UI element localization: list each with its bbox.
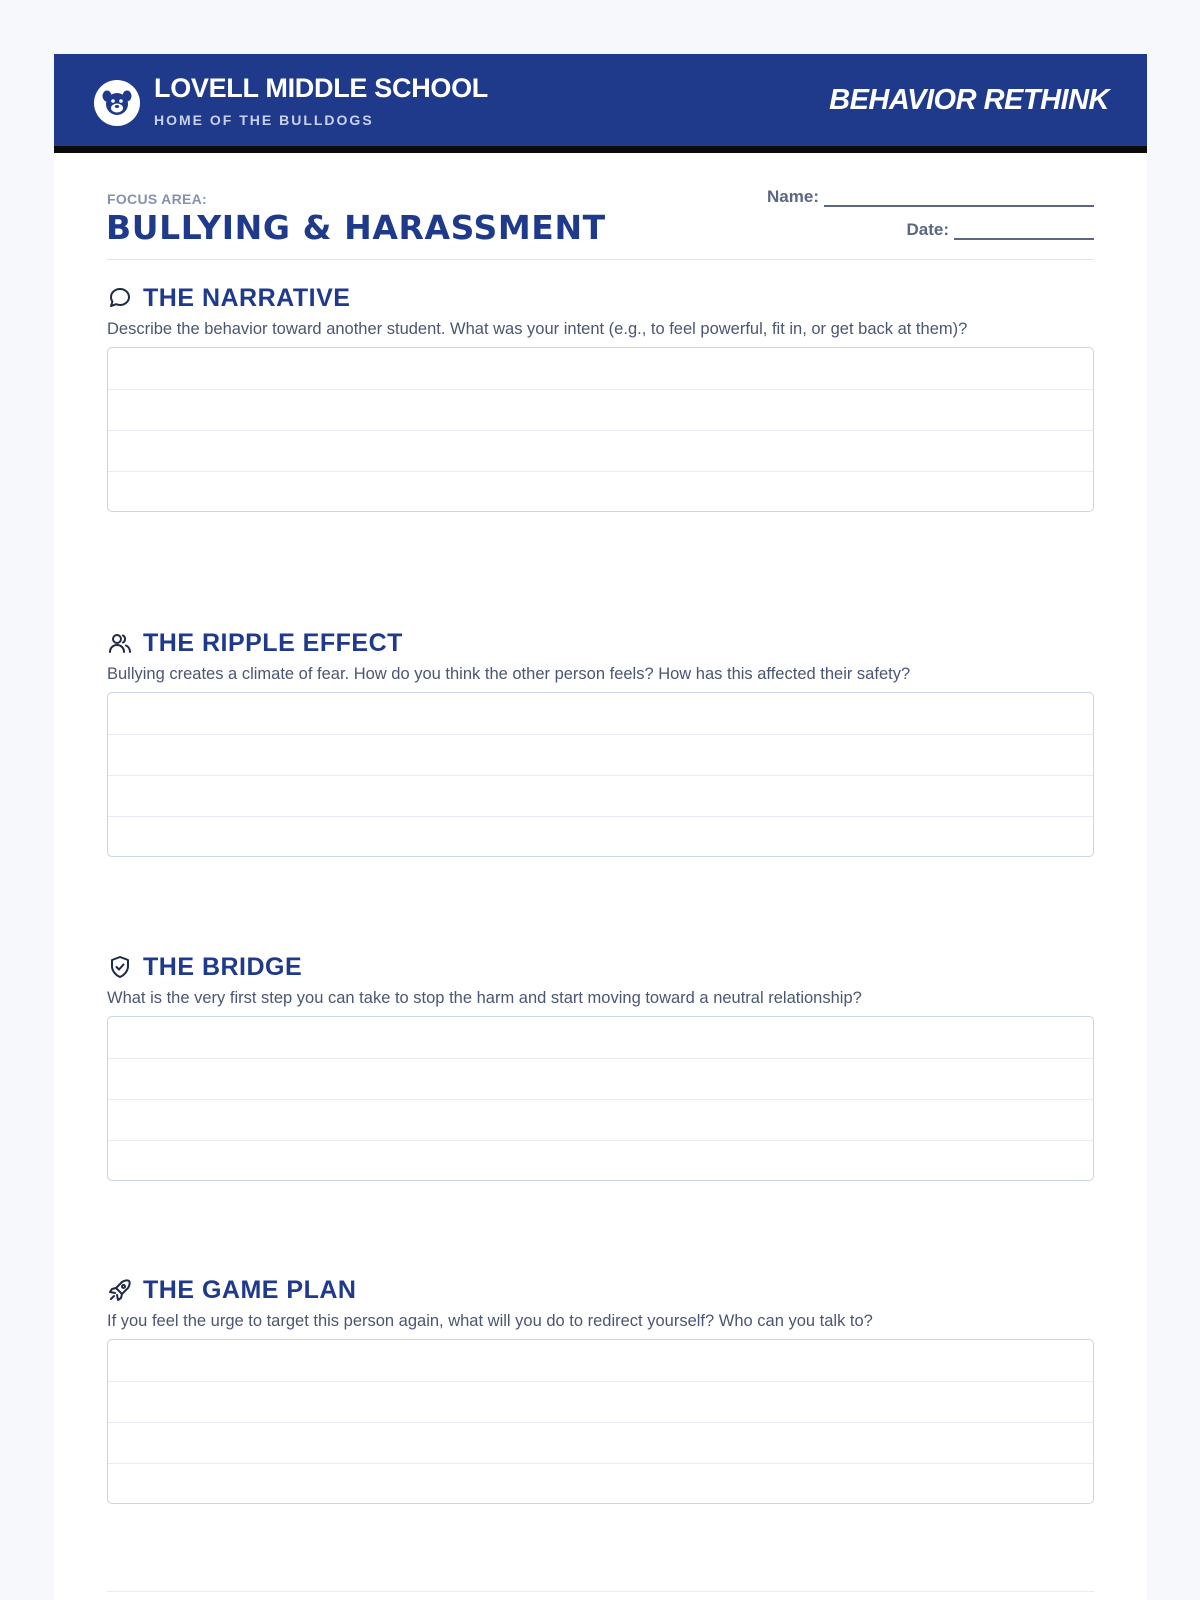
- name-label: Name:: [767, 187, 819, 206]
- section-prompt: Bullying creates a climate of fear. How do you think the other person feels? How has this affected their safety?: [107, 665, 911, 683]
- focus-area-label: FOCUS AREA:: [107, 191, 208, 207]
- section-ripple-effect: [107, 628, 1094, 857]
- focus-area-title: BULLYING & HARASSMENT: [106, 208, 606, 247]
- school-name: LOVELL MIDDLE SCHOOL: [154, 73, 489, 103]
- answer-box[interactable]: [107, 1016, 1094, 1181]
- date-line[interactable]: [954, 224, 1094, 240]
- date-field[interactable]: [906, 220, 1094, 240]
- name-field[interactable]: [767, 187, 1094, 207]
- people-icon: [107, 630, 133, 656]
- answer-box[interactable]: [107, 347, 1094, 512]
- header-banner: [54, 54, 1147, 153]
- section-narrative: [107, 283, 1094, 512]
- section-bridge: [107, 952, 1094, 1181]
- section-title: THE BRIDGE: [143, 952, 303, 981]
- footer-divider: [107, 1591, 1094, 1592]
- section-title: THE NARRATIVE: [143, 283, 351, 312]
- section-prompt: What is the very first step you can take to stop the harm and start moving toward a neutral relationship?: [107, 989, 862, 1007]
- section-prompt: Describe the behavior toward another student. What was your intent (e.g., to feel powerful, fit in, or get back at them)?: [107, 320, 968, 338]
- shield-check-icon: [107, 954, 133, 980]
- worksheet-page: [54, 54, 1147, 1600]
- name-line[interactable]: [824, 191, 1094, 207]
- section-game-plan: [107, 1275, 1094, 1504]
- rocket-icon: [107, 1277, 133, 1303]
- answer-box[interactable]: [107, 1339, 1094, 1504]
- date-label: Date:: [906, 220, 949, 239]
- program-title: BEHAVIOR RETHINK: [829, 84, 1109, 116]
- answer-box[interactable]: [107, 692, 1094, 857]
- header-divider: [107, 259, 1094, 260]
- bulldog-icon: [94, 80, 140, 126]
- speech-bubble-icon: [107, 285, 133, 311]
- section-prompt: If you feel the urge to target this person again, what will you do to redirect yourself? Who can you talk to?: [107, 1312, 873, 1330]
- section-title: THE RIPPLE EFFECT: [143, 628, 403, 657]
- school-tagline: HOME OF THE BULLDOGS: [154, 112, 374, 128]
- section-title: THE GAME PLAN: [143, 1275, 357, 1304]
